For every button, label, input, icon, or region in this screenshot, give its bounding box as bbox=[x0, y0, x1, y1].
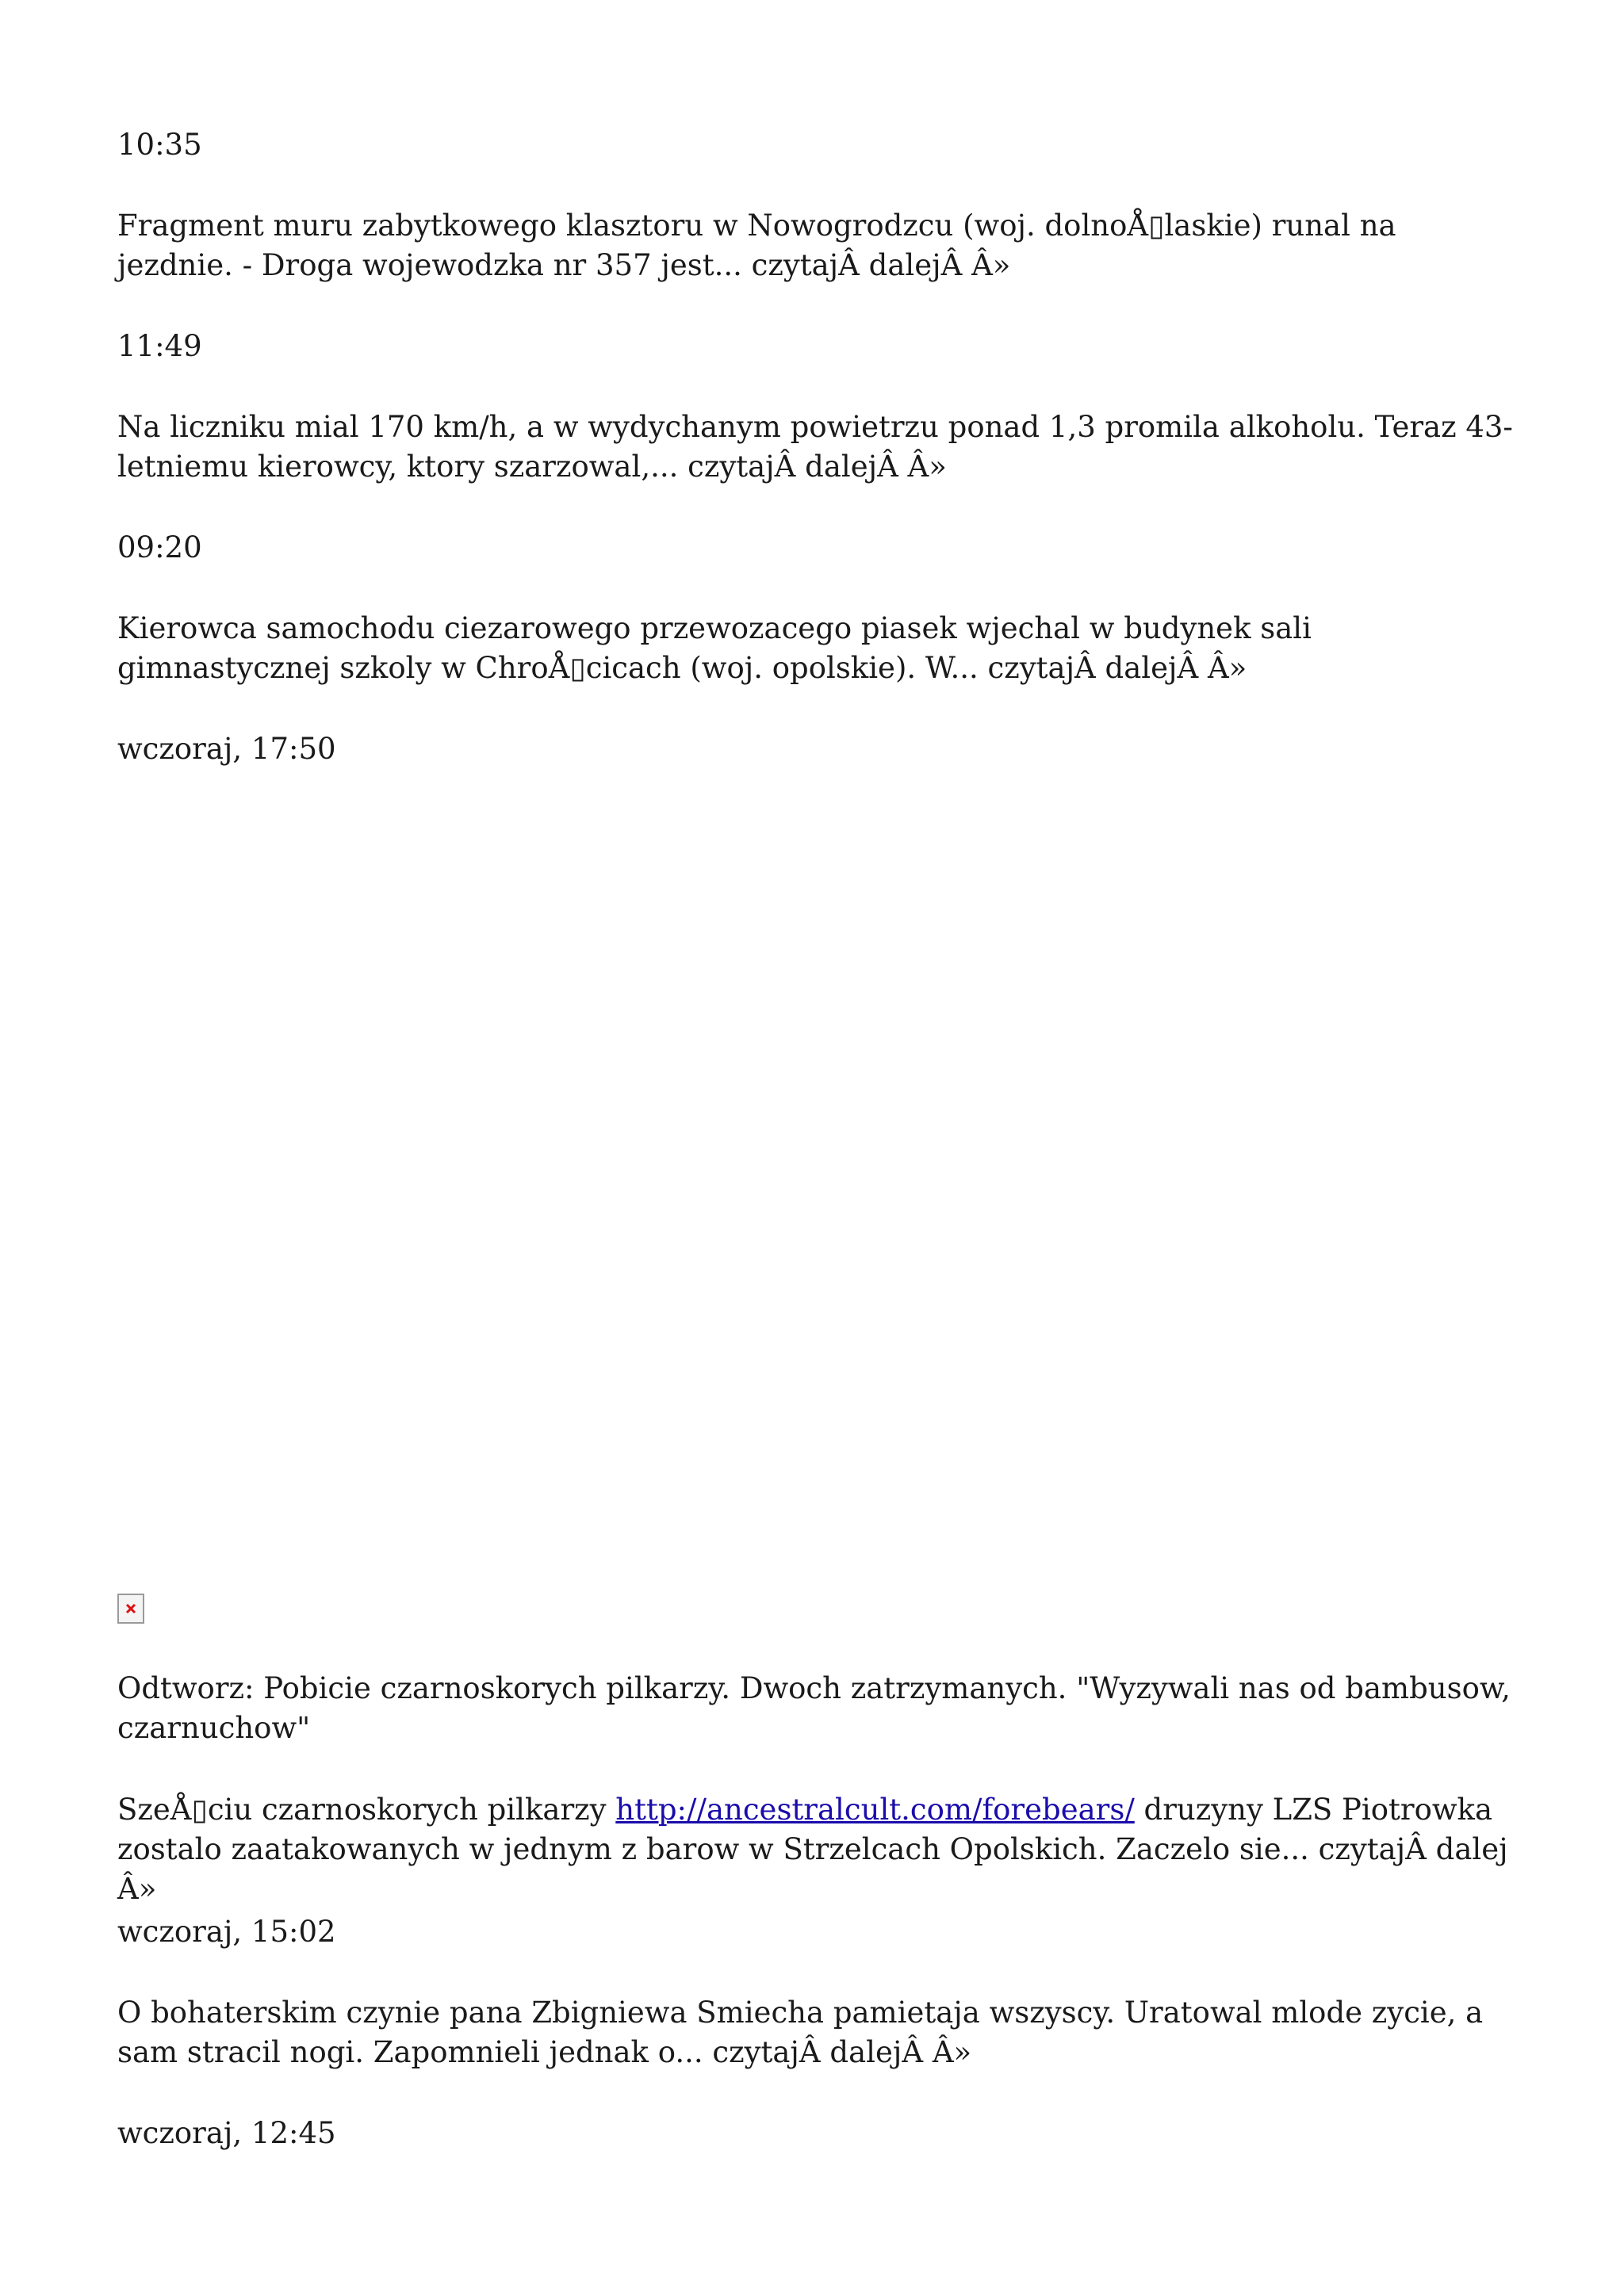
news-snippet: Na liczniku mial 170 km/h, a w wydychanym powietrzu ponad 1,3 promila alkoholu. Teraz 43-letniemu kierowcy, ktory szarzowal,... czytajÂ dalejÂ Â» bbox=[117, 410, 1513, 484]
timestamp: wczoraj, 17:50 bbox=[117, 732, 336, 766]
snippet-text: druzyny LZS Piotrowka zostalo zaatakowanych w jednym z barow w Strzelcach Opolskich. Zaczelo sie... czytajÂ dalej Â» bbox=[117, 1793, 1508, 1906]
video-title: Odtworz: Pobicie czarnoskorych pilkarzy. Dwoch zatrzymanych. "Wyzywali nas od bambusow, czarnuchow" bbox=[117, 1671, 1511, 1745]
timestamp: 10:35 bbox=[117, 128, 202, 162]
timestamp: wczoraj, 15:02 bbox=[117, 1915, 336, 1949]
timestamp: wczoraj, 12:45 bbox=[117, 2116, 336, 2150]
article-link[interactable]: http://ancestralcult.com/forebears/ bbox=[615, 1793, 1135, 1827]
news-snippet: Kierowca samochodu ciezarowego przewozacego piasek wjechal w budynek sali gimnastycznej szkoly w ChroÅ▯cicach (woj. opolskie). W... czytajÂ dalejÂ Â» bbox=[117, 611, 1312, 685]
snippet-text: SzeÅ▯ciu czarnoskorych pilkarzy bbox=[117, 1793, 616, 1827]
news-snippet: Fragment muru zabytkowego klasztoru w Nowogrodzcu (woj. dolnoÅ▯laskie) runal na jezdnie. - Droga wojewodzka nr 357 jest... czytajÂ dalejÂ Â» bbox=[117, 209, 1396, 282]
news-snippet: O bohaterskim czynie pana Zbigniewa Smiecha pamietaja wszyscy. Uratowal mlode zycie, a sam stracil nogi. Zapomnieli jednak o... czytajÂ dalejÂ Â» bbox=[117, 1996, 1484, 2069]
timestamp: 11:49 bbox=[117, 329, 202, 363]
news-snippet bbox=[117, 1790, 1513, 1909]
timestamp: 09:20 bbox=[117, 530, 202, 564]
broken-image-icon bbox=[117, 1594, 144, 1624]
